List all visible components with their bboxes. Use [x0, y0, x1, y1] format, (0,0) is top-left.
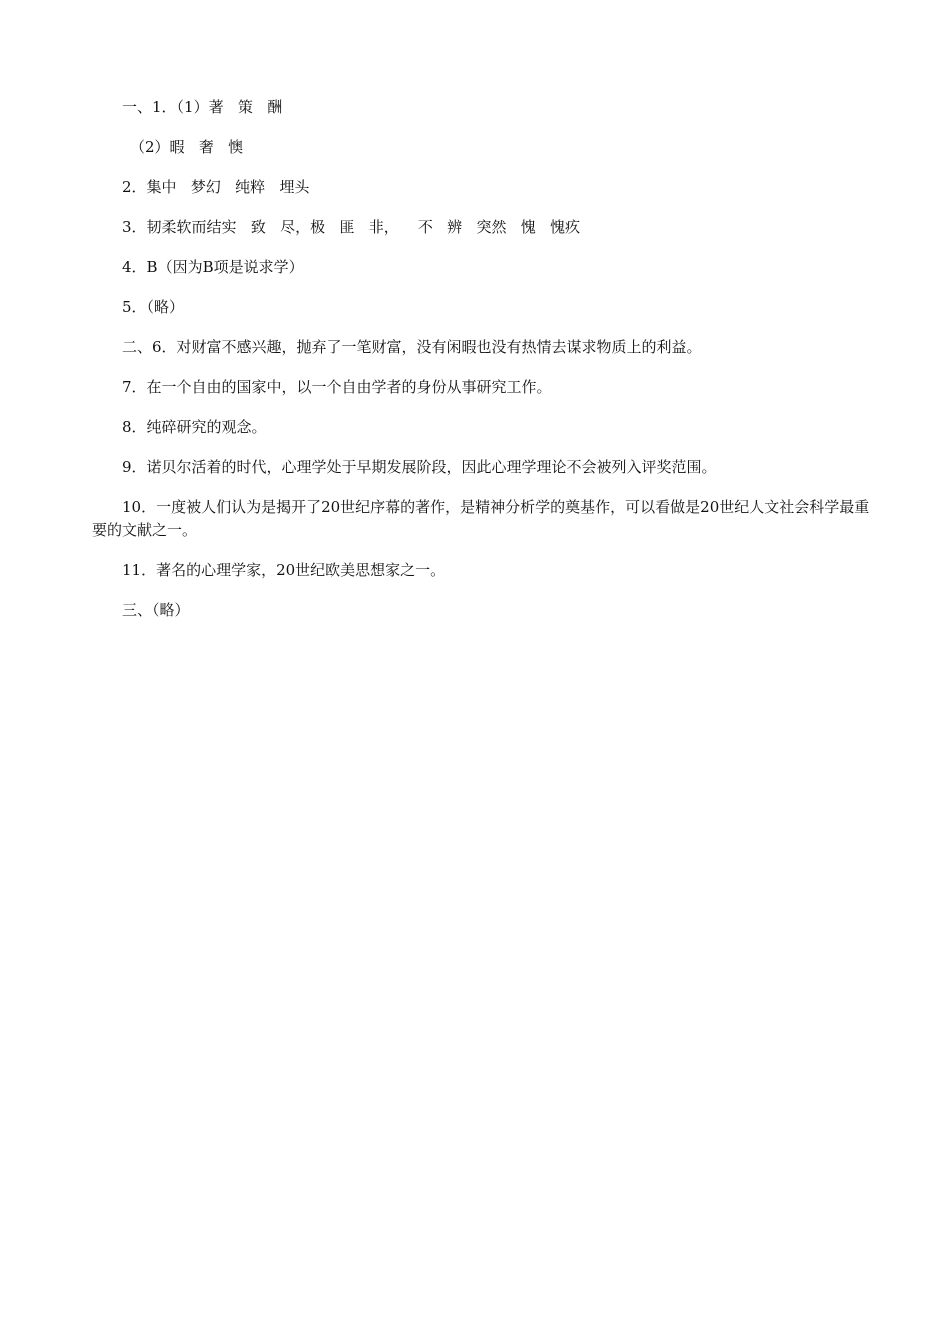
answer-line-1-1: 一、1．（1）著 策 酬	[122, 98, 283, 116]
answer-document	[92, 96, 872, 639]
answer-line-3: 3．韧柔软而结实 致 尽，极 匪 非， 不 辨 突然 愧 愧疚	[122, 218, 581, 236]
answer-line-5: 5．（略）	[122, 298, 185, 316]
answer-line-6: 二、6．对财富不感兴趣，抛弃了一笔财富，没有闲暇也没有热情去谋求物质上的利益。	[122, 338, 702, 356]
answer-line-10: 10．一度被人们认为是揭开了20世纪序幕的著作，是精神分析学的奠基作，可以看做是20世纪人文社会科学最重要的文献之一。	[92, 498, 870, 539]
answer-line-11: 11．著名的心理学家，20世纪欧美思想家之一。	[122, 561, 446, 579]
answer-line-4: 4．B（因为B项是说求学）	[122, 258, 304, 276]
answer-line-1-2: （2）暇 奢 懊	[130, 138, 244, 156]
answer-line-7: 7．在一个自由的国家中，以一个自由学者的身份从事研究工作。	[122, 378, 552, 396]
answer-line-9: 9．诺贝尔活着的时代，心理学处于早期发展阶段，因此心理学理论不会被列入评奖范围。	[122, 458, 717, 476]
answer-line-2: 2．集中 梦幻 纯粹 埋头	[122, 178, 310, 196]
answer-line-3-section: 三、（略）	[122, 601, 190, 619]
answer-line-8: 8．纯碎研究的观念。	[122, 418, 267, 436]
